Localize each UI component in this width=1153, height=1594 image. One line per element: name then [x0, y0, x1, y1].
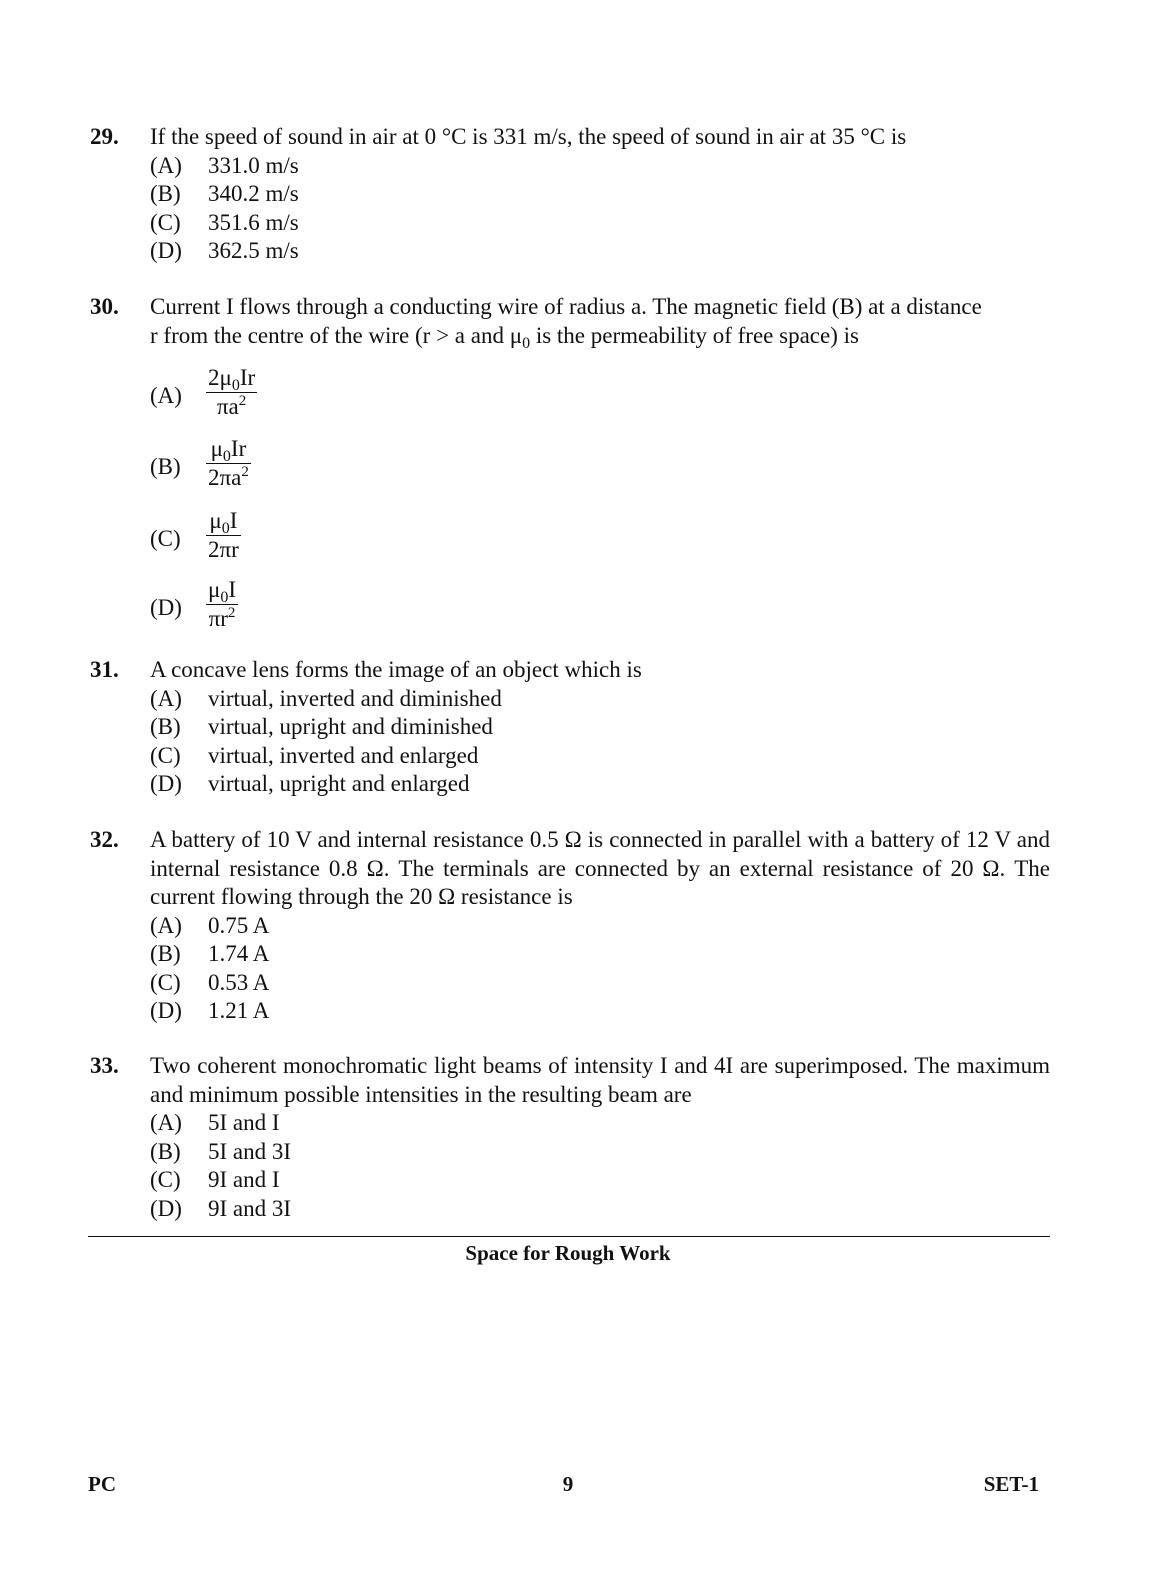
- fraction: $\frac{\mu_0I}{\pi r^2}$: [208, 577, 237, 631]
- question-text: A battery of 10 V and internal resistance 0.5 Ω is connected in parallel with a battery of 12 V and internal resistance 0.8 Ω. The terminals are connected by an external resistance of 20 Ω. The current flowing through the 20 Ω resistance is: [150, 827, 1050, 909]
- fraction: $\frac{2\mu_0Ir}{\pi a^2}$: [208, 365, 256, 419]
- option-c: (C) 0.53 A: [150, 969, 270, 995]
- question-number: 29.: [90, 124, 119, 149]
- option-b: (B) 340.2 m/s: [150, 181, 299, 206]
- option-a: (A) 0.75 A: [150, 912, 270, 938]
- question-30: [90, 293, 1050, 350]
- option-b: (B) virtual, upright and diminished: [150, 714, 493, 739]
- question-number: 30.: [90, 294, 119, 319]
- option-d: (D) 9I and 3I: [150, 1195, 292, 1221]
- option-b-formula: (B) $\frac{\mu_0Ir}{2\pi a^2}$: [150, 436, 249, 490]
- rough-work-heading: Space for Rough Work: [465, 1241, 671, 1265]
- option-a: (A) 5I and I: [150, 1110, 280, 1135]
- option-c: (C) 9I and I: [150, 1167, 280, 1192]
- option-d: (D) virtual, upright and enlarged: [150, 771, 470, 796]
- question-32: [90, 826, 1050, 1026]
- question-number: 32.: [90, 827, 119, 852]
- option-b: (B) 5I and 3I: [150, 1138, 292, 1164]
- option-d-formula: (D) $\frac{\mu_0I}{\pi r^2}$: [150, 577, 237, 631]
- option-b: (B) 1.74 A: [150, 941, 270, 966]
- question-text: A concave lens forms the image of an object which is: [150, 657, 642, 682]
- divider-line: [88, 1236, 1050, 1237]
- option-c: (C) 351.6 m/s: [150, 209, 299, 235]
- question-29: [90, 123, 1050, 266]
- option-d: (D) 1.21 A: [150, 998, 270, 1023]
- fraction: $\frac{\mu_0I}{2\pi r}$: [208, 508, 239, 562]
- question-31: [90, 656, 1050, 799]
- question-text: Two coherent monochromatic light beams of intensity I and 4I are superimposed. The maximum and minimum possible intensities in the resulting beam are: [150, 1053, 1050, 1107]
- question-text: Current I flows through a conducting wire of radius a. The magnetic field (B) at a distance r from the centre of the wire (r > a and $\mu_0$ is the permeability of free space) is: [150, 294, 982, 352]
- option-c: (C) virtual, inverted and enlarged: [150, 742, 479, 768]
- page-number: 9: [562, 1472, 574, 1496]
- question-text: If the speed of sound in air at 0 °C is 331 m/s, the speed of sound in air at 35 °C is: [150, 124, 907, 149]
- option-a: (A) 331.0 m/s: [150, 152, 299, 178]
- question-number: 31.: [90, 657, 119, 682]
- option-a: (A) virtual, inverted and diminished: [150, 685, 502, 711]
- option-c-formula: (C) $\frac{\mu_0I}{2\pi r}$: [150, 508, 239, 562]
- option-d: (D) 362.5 m/s: [150, 238, 299, 263]
- option-a-formula: (A) $\frac{2\mu_0Ir}{\pi a^2}$: [150, 365, 256, 419]
- question-33: [90, 1052, 1050, 1223]
- fraction: $\frac{\mu_0Ir}{2\pi a^2}$: [208, 436, 249, 490]
- footer-right: SET-1: [983, 1472, 1039, 1496]
- footer-left: PC: [88, 1472, 116, 1496]
- question-number: 33.: [90, 1053, 119, 1078]
